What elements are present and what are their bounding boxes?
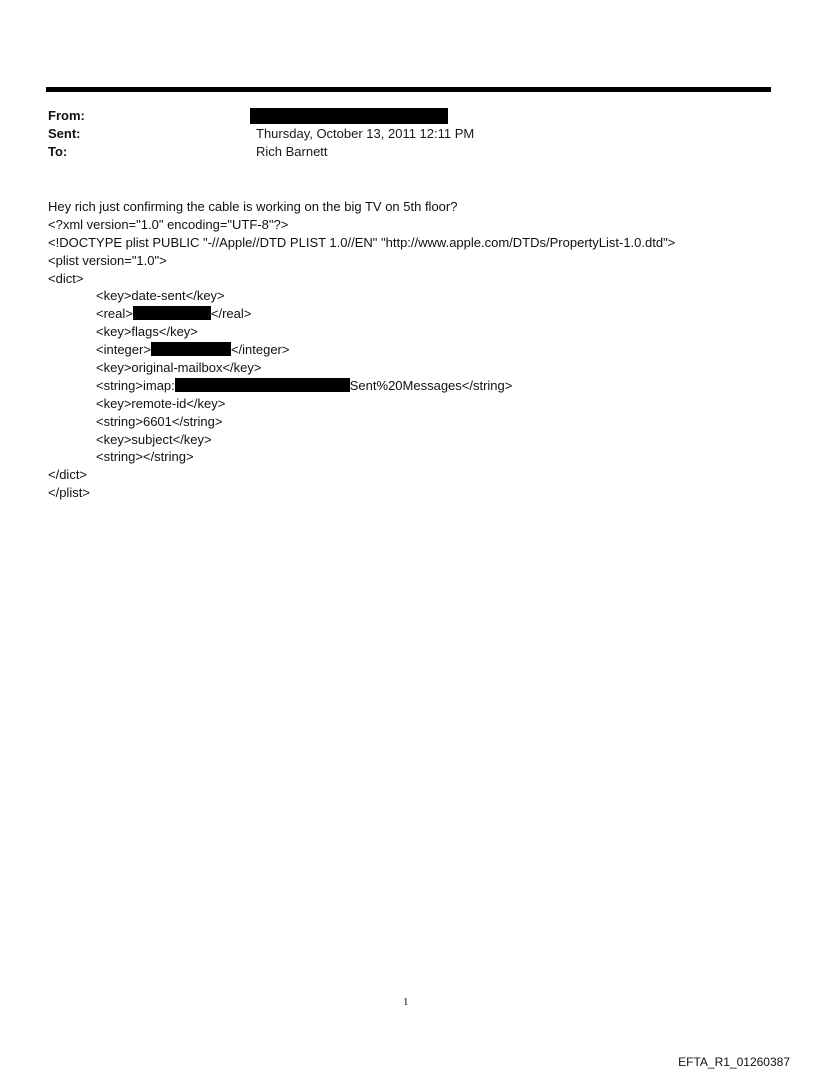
key-date-sent-line: <key>date-sent</key> [96,288,225,304]
integer-open-tag: <integer> [96,342,151,358]
string-empty-line: <string></string> [96,449,194,465]
key-original-mailbox-line: <key>original-mailbox</key> [96,360,262,376]
key-subject-line: <key>subject</key> [96,431,212,447]
sent-value: Thursday, October 13, 2011 12:11 PM [256,126,475,141]
integer-close-tag: </integer> [230,342,290,358]
dict-close-line: </dict> [48,467,88,483]
real-line [48,305,675,323]
real-open-tag: <real> [96,306,133,322]
key-remote-id-line: <key>remote-id</key> [96,395,226,411]
string-imap-open: <string>imap: [96,377,175,393]
dict-open-line: <dict> [48,270,84,286]
from-label: From: [48,108,85,123]
document-id: EFTA_R1_01260387 [678,1055,790,1069]
email-body [48,198,675,502]
header-rule [46,87,771,92]
from-redaction [250,108,448,124]
plist-open-line: <plist version="1.0"> [48,252,167,268]
integer-line [48,341,675,359]
doctype-line: <!DOCTYPE plist PUBLIC "-//Apple//DTD PLIST 1.0//EN" "http://www.apple.com/DTDs/PropertyList-1.0.dtd"> [48,234,676,250]
page-number: 1 [403,996,409,1008]
string-6601-line: <string>6601</string> [96,413,223,429]
message-line: Hey rich just confirming the cable is working on the big TV on 5th floor? [48,199,458,214]
imap-redaction [175,378,350,392]
plist-close-line: </plist> [48,485,90,501]
xml-declaration-line: <?xml version="1.0" encoding="UTF-8"?> [48,216,289,232]
to-label: To: [48,144,68,159]
real-close-tag: </real> [210,306,252,322]
string-imap-close: Sent%20Messages</string> [349,377,513,393]
integer-redaction [151,342,231,356]
key-flags-line: <key>flags</key> [96,324,198,340]
real-redaction [133,306,211,320]
to-value: Rich Barnett [256,144,328,159]
string-imap-line [48,377,675,395]
sent-label: Sent: [48,126,81,141]
